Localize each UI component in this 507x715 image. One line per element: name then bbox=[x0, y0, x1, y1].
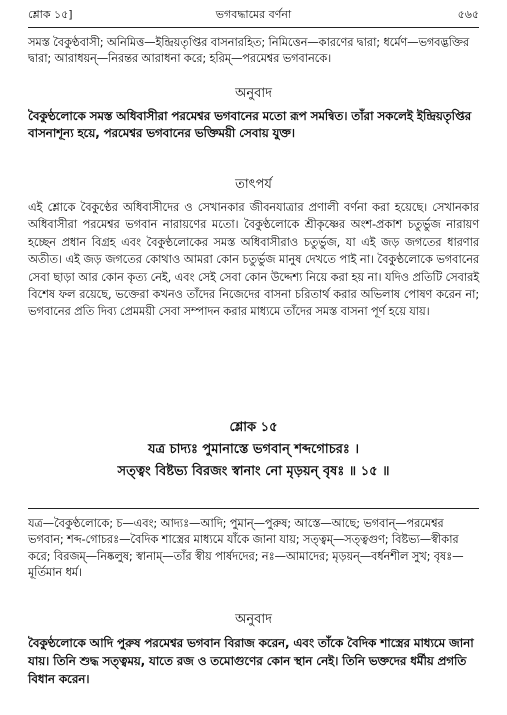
header-page-number: ৫৬৫ bbox=[457, 7, 479, 21]
verse-line-2: সত্ত্বং বিষ্টভ্য বিরজং স্বানাং নো মৃড়য়ন্ বৃষঃ ॥ ১৫ ॥ bbox=[117, 464, 390, 479]
header-rule bbox=[28, 27, 479, 28]
purport-heading: তাৎপর্য bbox=[235, 177, 272, 192]
translation-2-text: বৈকুণ্ঠলোকে আদি পুরুষ পরমেশ্বর ভগবান বিরাজ করেন, এবং তাঁকে বৈদিক শাস্ত্রের মাধ্যমে জানা যায়। তিনি শুদ্ধ সত্ত্বময়, যাতে রজ ও তমোগুণের কোন স্থান নেই। তিনি ভক্তদের ধর্মীয় প্রগতি বিধান করেন। bbox=[28, 636, 474, 686]
translation-2-heading: অনুবাদ bbox=[235, 612, 272, 627]
verse-number-heading: শ্লোক ১৫ bbox=[229, 420, 278, 435]
page-header bbox=[28, 6, 479, 24]
verse-section bbox=[28, 420, 479, 510]
translation-1-heading: অনুবাদ bbox=[235, 86, 272, 101]
translation-2-section bbox=[28, 612, 479, 707]
header-verse-ref: শ্লোক ১৫] bbox=[28, 7, 73, 21]
verse-line-1: যত্র চাদ্যঃ পুমানাস্তে ভগবান্ শব্দগোচরঃ । bbox=[148, 442, 359, 457]
purport-text: এই শ্লোকে বৈকুণ্ঠের অধিবাসীদের ও সেখানকার জীবনযাত্রার প্রণালী বর্ণনা করা হয়েছে। সেখানকার অধিবাসীরা পরমেশ্বর ভগবান নারায়ণের মতো। বৈকুণ্ঠলোকে শ্রীকৃষ্ণের অংশ-প্রকাশ চতুর্ভুজ নারায়ণ হচ্ছেন প্রধান বিগ্রহ এবং বৈকুণ্ঠলোকের সমস্ত অধিবাসীরাও চতুর্ভুজ, যা এই জড় জগতের ধারণার অতীত। এই জড় জগতের কোথাও আমরা কোন চতুর্ভুজ মানুষ দেখতে পাই না। বৈকুণ্ঠলোকে ভগবানের সেবা ছাড়া আর কোন কৃত্য নেই, এবং সেই সেবা কোন উদ্দেশ্য নিয়ে করা হয় না। যদিও প্রতিটি সেবারই বিশেষ ফল রয়েছে, ভক্তেরা কখনও তাঁদের নিজেদের বাসনা চরিতার্থ করার অভিলাষ পোষণ করেন না; ভগবানের প্রতি দিব্য প্রেমময়ী সেবা সম্পাদন করার মাধ্যমে তাঁদের সমস্ত বাসনা পূর্ণ হয়ে যায়। bbox=[28, 200, 479, 319]
header-chapter-title: ভগবদ্ধামের বর্ণনা bbox=[215, 7, 292, 21]
intro-synonyms: সমস্ত বৈকুণ্ঠবাসী; অনিমিত্ত—ইন্দ্রিয়তৃপ্তির বাসনারহিত; নিমিত্তেন—কারণের দ্বারা; ধর্মেণ—ভগবদ্ভক্তির দ্বারা; আরাধয়ন্—নিরন্তর আরাধনা করে; হরিম্—পরমেশ্বর ভগবানকে। bbox=[28, 35, 470, 66]
word-synonyms: যত্র—বৈকুণ্ঠলোকে; চ—এবং; আদ্যঃ—আদি; পুমান্—পুরুষ; আস্তে—আছে; ভগবান্—পরমেশ্বর ভগবান; শব্দ-গোচরঃ—বৈদিক শাস্ত্রের মাধ্যমে যাঁকে জানা যায়; সত্ত্বম্—সত্ত্বগুণ; বিষ্টভ্য—স্বীকার করে; বিরজম্—নিষ্কলুষ; স্বানাম্—তাঁর স্বীয় পার্ষদদের; নঃ—আমাদের; মৃড়য়ন্—বর্ধনশীল সুখ; বৃষঃ—মূর্তিমান ধর্ম। bbox=[28, 516, 464, 579]
translation-1-section bbox=[28, 86, 479, 146]
verse-separator bbox=[28, 508, 479, 509]
translation-1-text: বৈকুণ্ঠলোকে সমস্ত অধিবাসীরা পরমেশ্বর ভগবানের মতো রূপ সমন্বিত। তাঁরা সকলেই ইন্দ্রিয়তৃপ্তির বাসনাশূন্য হয়ে, পরমেশ্বর ভগবানের ভক্তিময়ী সেবায় যুক্ত। bbox=[28, 109, 472, 140]
